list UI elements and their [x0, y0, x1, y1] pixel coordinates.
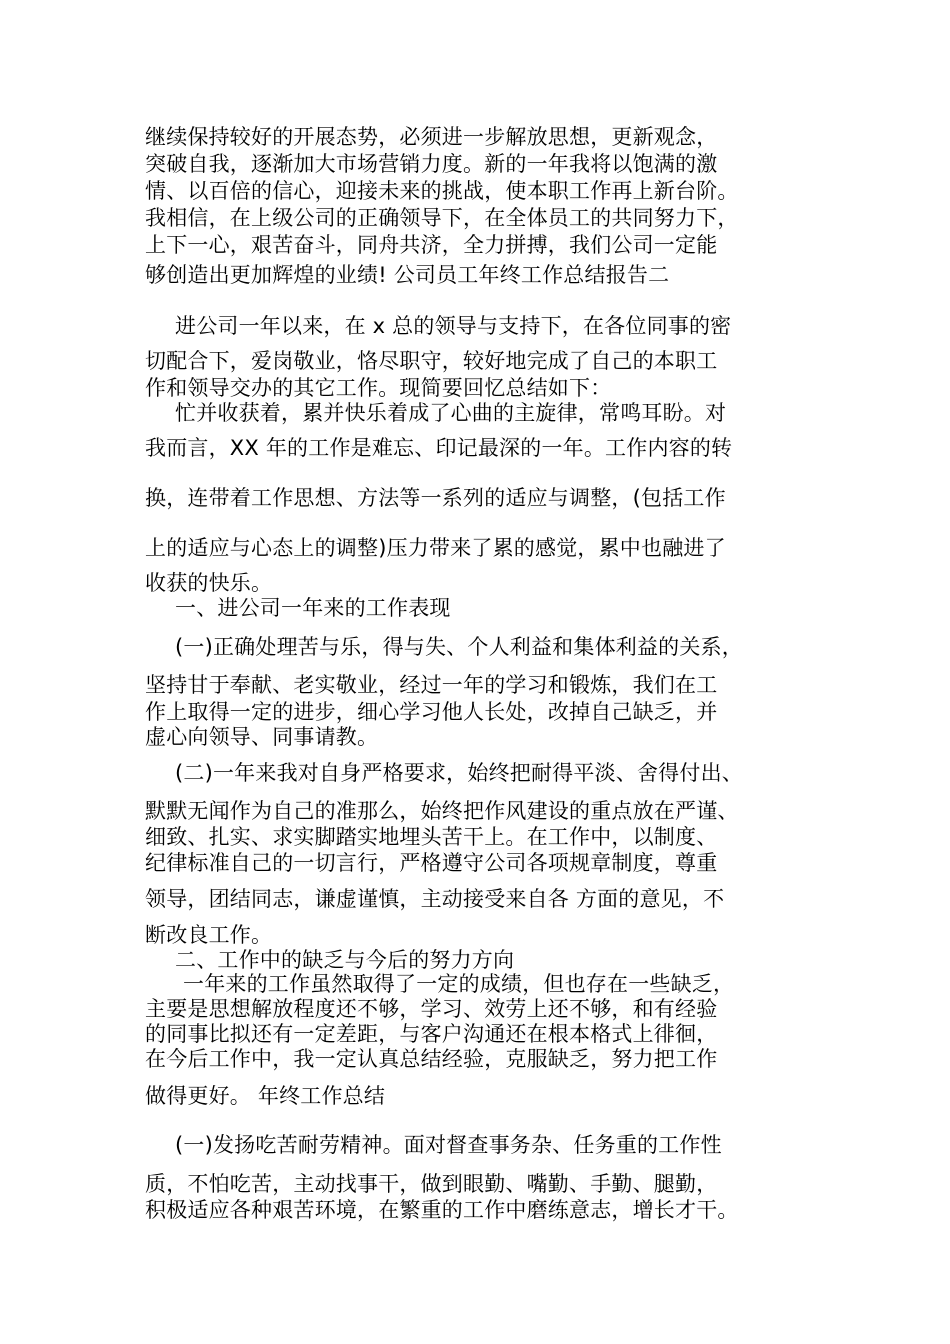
text-line: 换，连带着工作思想、方法等一系列的适应与调整，(包括工作 [145, 486, 726, 510]
text-line: 突破自我，逐渐加大市场营销力度。新的一年我将以饱满的激 [145, 152, 718, 176]
text-line: 默默无闻作为自己的准那么，始终把作风建设的重点放在严谨、 [145, 799, 739, 823]
text-line: (一)发扬吃苦耐劳精神。面对督查事务杂、任务重的工作性 [175, 1133, 722, 1157]
text-line: 我而言，XX 年的工作是难忘、印记最深的一年。工作内容的转 [145, 436, 733, 460]
text-line: 在今后工作中，我一定认真总结经验，克服缺乏，努力把工作 [145, 1047, 718, 1071]
text-line: (一)正确处理苦与乐，得与失、个人利益和集体利益的关系， [175, 635, 743, 659]
section-heading: 一、进公司一年来的工作表现 [175, 596, 451, 620]
text-line: (二)一年来我对自身严格要求，始终把耐得平淡、舍得付出、 [175, 761, 743, 785]
text-line: 我相信，在上级公司的正确领导下，在全体员工的共同努力下， [145, 206, 739, 230]
text-line: 忙并收获着，累并快乐着成了心曲的主旋律，常鸣耳盼。对 [175, 401, 727, 425]
text-line: 进公司一年以来，在 x 总的领导与支持下，在各位同事的密 [175, 314, 732, 338]
text-line: 收获的快乐。 [145, 571, 273, 595]
text-line: 主要是思想解放程度还不够，学习、效劳上还不够，和有经验 [145, 997, 718, 1021]
text-line: 作上取得一定的进步，细心学习他人长处，改掉自己缺乏，并 [145, 700, 718, 724]
text-line: 上下一心，艰苦奋斗，同舟共济，全力拼搏，我们公司一定能 [145, 233, 718, 257]
text-line: 够创造出更加辉煌的业绩! 公司员工年终工作总结报告二 [145, 263, 670, 287]
text-line: 一年来的工作虽然取得了一定的成绩，但也存在一些缺乏， [183, 972, 735, 996]
text-line: 坚持甘于奉献、老实敬业，经过一年的学习和锻炼，我们在工 [145, 673, 718, 697]
text-line: 纪律标准自己的一切言行，严格遵守公司各项规章制度，尊重 [145, 851, 718, 875]
text-line: 继续保持较好的开展态势，必须进一步解放思想，更新观念， [145, 125, 718, 149]
text-line: 质，不怕吃苦，主动找事干，做到眼勤、嘴勤、手勤、腿勤， [145, 1172, 718, 1196]
text-line: 积极适应各种艰苦环境，在繁重的工作中磨练意志，增长才干。 [145, 1198, 739, 1222]
text-line: 上的适应与心态上的调整)压力带来了累的感觉，累中也融进了 [145, 536, 726, 560]
text-line: 做得更好。 年终工作总结 [145, 1084, 386, 1108]
text-line: 断改良工作。 [145, 923, 273, 947]
text-line: 情、以百倍的信心，迎接未来的挑战，使本职工作再上新台阶。 [145, 179, 739, 203]
text-line: 的同事比拟还有一定差距，与客户沟通还在根本格式上徘徊， [145, 1022, 718, 1046]
section-heading: 二、工作中的缺乏与今后的努力方向 [175, 948, 515, 972]
text-line: 领导，团结同志，谦虚谨慎，主动接受来自各 方面的意见，不 [145, 887, 725, 911]
text-line: 切配合下，爱岗敬业，恪尽职守，较好地完成了自己的本职工 [145, 349, 718, 373]
text-line: 细致、扎实、求实脚踏实地埋头苦干上。在工作中，以制度、 [145, 825, 718, 849]
text-line: 作和领导交办的其它工作。现简要回忆总结如下： [145, 376, 612, 400]
text-line: 虚心向领导、同事请教。 [145, 725, 379, 749]
